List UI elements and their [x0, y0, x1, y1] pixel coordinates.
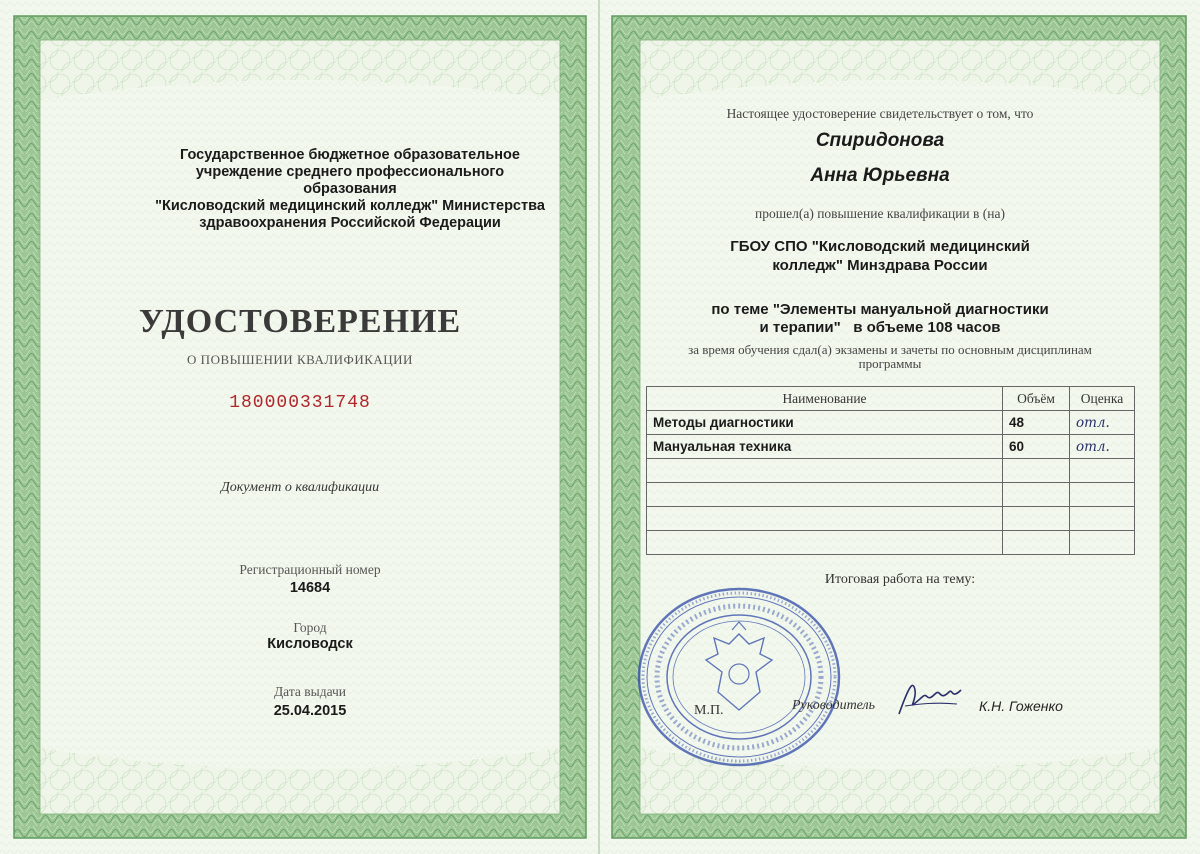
certifies-text: Настоящее удостоверение свидетельствует о том, что: [726, 106, 1034, 121]
header-name: Наименование: [647, 387, 1003, 411]
official-stamp: [634, 582, 844, 772]
training-institution: ГБОУ СПО "Кисловодский медицинский колледж" Минздрава России: [730, 238, 1030, 274]
subject-name: Мануальная техника: [647, 435, 1003, 459]
document-type: Документ о квалификации: [220, 480, 380, 495]
training-topic: по теме "Элементы мануальной диагностики и терапии" в объеме 108 часов: [711, 301, 1049, 336]
holder-name: Анна Юрьевна: [810, 165, 950, 186]
subject-grade: отл.: [1070, 435, 1135, 459]
director-label: Руководитель: [792, 698, 876, 713]
table-row-empty: [647, 483, 1135, 507]
signature: [895, 676, 965, 720]
document-title: УДОСТОВЕРЕНИЕ: [138, 303, 462, 340]
grades-table: [646, 386, 1135, 555]
seal-place-label: М.П.: [694, 703, 724, 718]
final-work-label: Итоговая работа на тему:: [824, 572, 976, 587]
subject-volume: 48: [1003, 411, 1070, 435]
table-row-empty: [647, 507, 1135, 531]
header-volume: Объём: [1003, 387, 1070, 411]
holder-surname: Спиридонова: [815, 130, 945, 151]
city-value: Кисловодск: [267, 636, 353, 652]
city-label: Город: [293, 620, 327, 635]
document-subtitle: О ПОВЫШЕНИИ КВАЛИФИКАЦИИ: [187, 352, 413, 367]
issue-date-value: 25.04.2015: [273, 703, 347, 719]
table-row-empty: [647, 459, 1135, 483]
table-row: [647, 435, 1135, 459]
table-header-row: [647, 387, 1135, 411]
serial-number: 180000331748: [229, 393, 371, 413]
subject-volume: 60: [1003, 435, 1070, 459]
header-grade: Оценка: [1070, 387, 1135, 411]
passed-text: прошел(а) повышение квалификации в (на): [755, 206, 1005, 221]
table-row-empty: [647, 531, 1135, 555]
director-name: К.Н. Гоженко: [979, 698, 1063, 714]
issuing-organization: Государственное бюджетное образовательное учреждение среднего профессионального образования "Кисловодский медицинский колледж" Министерства здравоохранения Российской Федерации: [155, 147, 545, 231]
reg-number-value: 14684: [289, 580, 331, 596]
exams-text: за время обучения сдал(а) экзамены и зачеты по основным дисциплинам программы: [688, 342, 1092, 371]
subject-name: Методы диагностики: [647, 411, 1003, 435]
table-row: [647, 411, 1135, 435]
reg-number-label: Регистрационный номер: [239, 562, 381, 577]
issue-date-label: Дата выдачи: [273, 684, 347, 699]
subject-grade: отл.: [1070, 411, 1135, 435]
